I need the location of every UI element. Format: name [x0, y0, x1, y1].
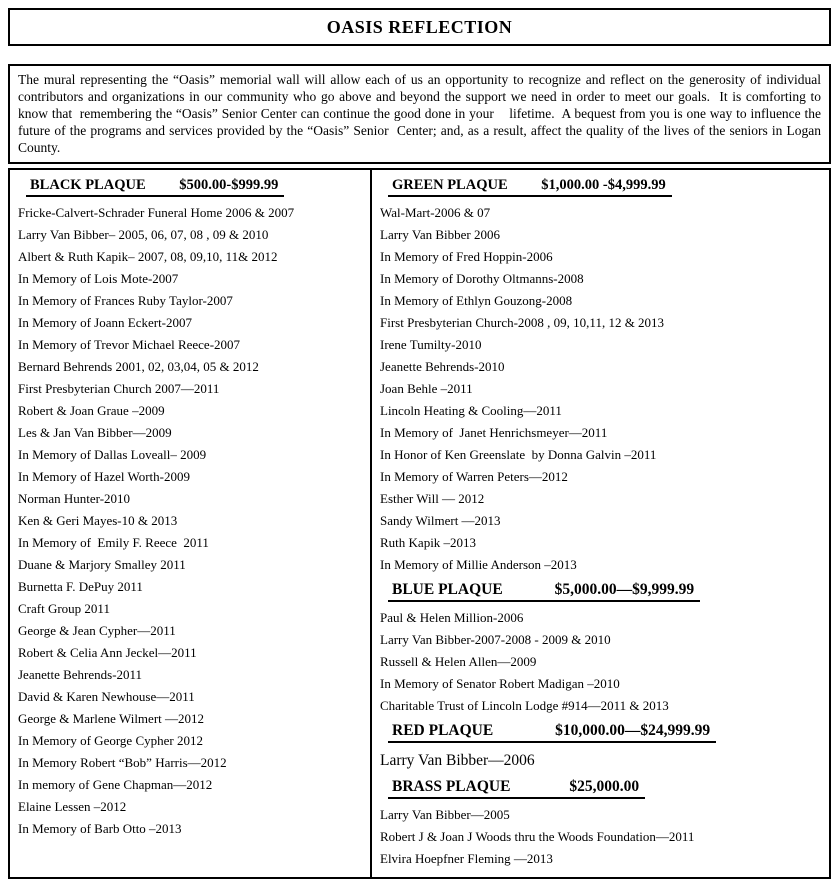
- donor-entry: In Memory of Joann Eckert-2007: [18, 315, 193, 330]
- donor-entry: First Presbyterian Church-2008 , 09, 10,11, 12 & 2013: [380, 315, 665, 330]
- donor-entry: Ruth Kapik –2013: [380, 535, 477, 550]
- donor-entry: George & Jean Cypher—2011: [18, 623, 176, 638]
- donor-entries-red: [380, 748, 821, 773]
- section-header-black: [18, 177, 362, 197]
- section-black-plaque: [18, 177, 362, 840]
- donor-entry: In Memory of Warren Peters—2012: [380, 469, 568, 484]
- donor-entry: Robert & Joan Graue –2009: [18, 403, 165, 418]
- donor-entry: Larry Van Bibber—2005: [380, 807, 510, 822]
- plaque-name: GREEN PLAQUE: [392, 177, 508, 193]
- plaque-range: $5,000.00—$9,999.99: [554, 581, 695, 598]
- donor-entry: Duane & Marjory Smalley 2011: [18, 557, 186, 572]
- donor-entry: Fricke-Calvert-Schrader Funeral Home 2006 & 2007: [18, 205, 295, 220]
- section-red-plaque: [380, 722, 821, 773]
- donor-entry: Paul & Helen Million-2006: [380, 610, 524, 625]
- donor-entry: Robert & Celia Ann Jeckel—2011: [18, 645, 197, 660]
- section-header-blue: [380, 581, 821, 602]
- donor-entry: Larry Van Bibber—2006: [380, 752, 535, 769]
- intro-paragraph: The mural representing the “Oasis” memorial wall will allow each of us an opportunity to recognize and reflect on the generosity of individual contributors and organizations in our community who go above and beyond the support we need in order to meet our goals. It is comforting to know that remembering the “Oasis” Senior Center can continue the good done in your lifetime. A bequest from you is one way to influence the future of the programs and services provided by the “Oasis” Senior Center; and, as a result, affect the quality of the lives of the seniors in Logan County.: [18, 72, 825, 155]
- donor-entry: In Memory Robert “Bob” Harris—2012: [18, 755, 227, 770]
- donor-entry: In Memory of Janet Henrichsmeyer—2011: [380, 425, 608, 440]
- donor-entry: Robert J & Joan J Woods thru the Woods Foundation—2011: [380, 829, 695, 844]
- donor-entry: Lincoln Heating & Cooling—2011: [380, 403, 562, 418]
- donor-entry: Albert & Ruth Kapik– 2007, 08, 09,10, 11& 2012: [18, 249, 278, 264]
- donor-entries-blue: [380, 607, 821, 717]
- plaque-range: $500.00-$999.99: [179, 177, 279, 193]
- donor-entry: In Memory of George Cypher 2012: [18, 733, 203, 748]
- donor-entry: In Memory of Senator Robert Madigan –2010: [380, 676, 620, 691]
- column-left: [10, 170, 372, 877]
- donor-entry: Craft Group 2011: [18, 601, 110, 616]
- page-title: OASIS REFLECTION: [326, 16, 513, 37]
- column-right: [372, 170, 829, 877]
- section-header-text: [388, 778, 645, 799]
- donor-entry: Larry Van Bibber 2006: [380, 227, 500, 242]
- donor-entry: Jeanette Behrends-2010: [380, 359, 505, 374]
- donor-entries-green: [380, 202, 821, 576]
- donor-entry: Joan Behle –2011: [380, 381, 473, 396]
- donor-entry: Wal-Mart-2006 & 07: [380, 205, 491, 220]
- donor-entry: Irene Tumilty-2010: [380, 337, 482, 352]
- donor-entries-black: [18, 202, 362, 840]
- donor-entry: In Memory of Frances Ruby Taylor-2007: [18, 293, 233, 308]
- section-header-green: [380, 177, 821, 197]
- donor-entry: George & Marlene Wilmert —2012: [18, 711, 205, 726]
- section-header-text: [388, 581, 700, 602]
- section-header-brass: [380, 778, 821, 799]
- section-header-text: [26, 177, 284, 197]
- donor-entry: Jeanette Behrends-2011: [18, 667, 143, 682]
- donor-entry: Larry Van Bibber-2007-2008 - 2009 & 2010: [380, 632, 611, 647]
- intro-box: [8, 64, 831, 164]
- donor-entry: Charitable Trust of Lincoln Lodge #914—2011 & 2013: [380, 698, 669, 713]
- section-header-text: [388, 722, 716, 743]
- plaque-range: $1,000.00 -$4,999.99: [541, 177, 666, 193]
- donor-entry: Burnetta F. DePuy 2011: [18, 579, 143, 594]
- donor-entry: Esther Will — 2012: [380, 491, 485, 506]
- plaque-range: $10,000.00—$24,999.99: [555, 722, 711, 739]
- donor-entry: David & Karen Newhouse—2011: [18, 689, 195, 704]
- plaque-name: RED PLAQUE: [392, 722, 494, 739]
- donor-entry: Les & Jan Van Bibber—2009: [18, 425, 172, 440]
- section-header-text: [388, 177, 672, 197]
- donor-entry: In Memory of Dallas Loveall– 2009: [18, 447, 207, 462]
- donor-entry: Ken & Geri Mayes-10 & 2013: [18, 513, 178, 528]
- donor-entry: In Memory of Fred Hoppin-2006: [380, 249, 553, 264]
- donor-entry: Russell & Helen Allen—2009: [380, 654, 537, 669]
- donor-entry: Norman Hunter-2010: [18, 491, 131, 506]
- donor-entry: Elvira Hoepfner Fleming —2013: [380, 851, 553, 866]
- donor-entries-brass: [380, 804, 821, 870]
- plaque-name: BLUE PLAQUE: [392, 581, 503, 598]
- section-green-plaque: [380, 177, 821, 576]
- donor-entry: Bernard Behrends 2001, 02, 03,04, 05 & 2012: [18, 359, 259, 374]
- donor-entry: In Honor of Ken Greenslate by Donna Galvin –2011: [380, 447, 657, 462]
- donor-entry: Larry Van Bibber– 2005, 06, 07, 08 , 09 & 2010: [18, 227, 269, 242]
- donor-entry: In Memory of Millie Anderson –2013: [380, 557, 577, 572]
- title-box: [8, 8, 831, 46]
- section-blue-plaque: [380, 581, 821, 717]
- plaque-name: BLACK PLAQUE: [30, 177, 146, 193]
- donor-entry: In Memory of Ethlyn Gouzong-2008: [380, 293, 573, 308]
- donor-entry: In Memory of Dorothy Oltmanns-2008: [380, 271, 584, 286]
- plaque-range: $25,000.00: [569, 778, 640, 795]
- donor-entry: First Presbyterian Church 2007—2011: [18, 381, 220, 396]
- donor-entry: In Memory of Barb Otto –2013: [18, 821, 182, 836]
- donor-entry: In Memory of Trevor Michael Reece-2007: [18, 337, 241, 352]
- donor-list: [8, 168, 831, 879]
- section-brass-plaque: [380, 778, 821, 870]
- donor-entry: Elaine Lessen –2012: [18, 799, 127, 814]
- donor-entry: Sandy Wilmert —2013: [380, 513, 501, 528]
- donor-entry: In Memory of Emily F. Reece 2011: [18, 535, 209, 550]
- plaque-name: BRASS PLAQUE: [392, 778, 511, 795]
- donor-entry: In memory of Gene Chapman—2012: [18, 777, 213, 792]
- section-header-red: [380, 722, 821, 743]
- donor-entry: In Memory of Hazel Worth-2009: [18, 469, 191, 484]
- donor-entry: In Memory of Lois Mote-2007: [18, 271, 179, 286]
